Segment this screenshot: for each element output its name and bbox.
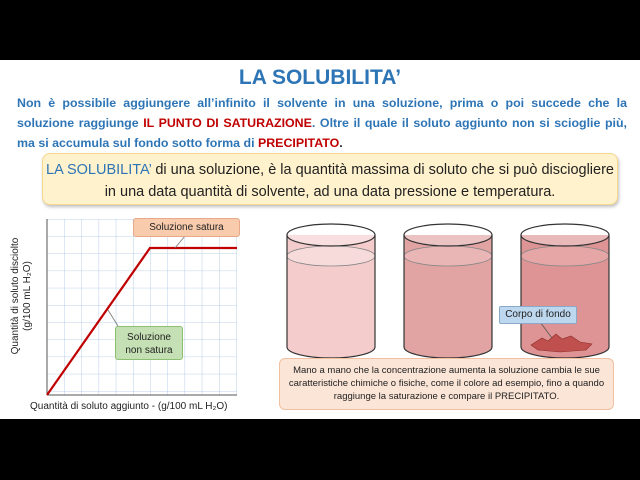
x-axis-label: Quantità di soluto aggiunto - (g/100 mL H₂O) xyxy=(30,401,228,412)
intro-text-1: Non è possibile aggiungere all’infinito il solvente in una soluzione, prima o poi succede che la soluzione raggiunge xyxy=(17,96,627,130)
intro-text-3: . xyxy=(339,136,343,150)
solubility-graph xyxy=(47,219,237,395)
unsaturated-solution-callout xyxy=(115,326,183,360)
slide-title: LA SOLUBILITA’ xyxy=(238,66,402,89)
definition-text: di una soluzione, è la quantità massima di soluto che si può disciogliere in una data quantità di solvente, ad una data pressione e temperatura. xyxy=(104,162,614,200)
y-axis-label-line2: (g/100 mL H₂O) xyxy=(22,261,33,331)
precipitate-label: Corpo di fondo xyxy=(499,306,577,324)
saturation-point-highlight: IL PUNTO DI SATURAZIONE xyxy=(143,116,312,130)
unsaturated-label-line1: Soluzione xyxy=(127,332,171,343)
definition-term: LA SOLUBILITA’ xyxy=(46,162,152,178)
y-axis-label-line1: Quantità di soluto disciolto xyxy=(10,237,21,355)
beaker-3 xyxy=(521,224,609,358)
saturated-solution-callout: Soluzione satura xyxy=(133,218,240,237)
precipitate-highlight: PRECIPITATO xyxy=(257,136,340,150)
slide xyxy=(0,60,640,419)
explanation-note: Mano a mano che la concentrazione aumenta la soluzione cambia le sue caratteristiche chimiche o fisiche, come il colore ad esempio, fino a quando raggiunge la saturazione e compare il PRECIPITATO. xyxy=(279,358,614,410)
beaker-2 xyxy=(404,224,492,358)
beaker-1 xyxy=(287,224,375,358)
intro-text-2: . Oltre il quale il soluto aggiunto non si scioglie più, ma si accumula sul fondo sotto forma di xyxy=(17,116,627,150)
graph-grid xyxy=(47,219,237,395)
unsaturated-label-line2: non satura xyxy=(125,345,173,356)
